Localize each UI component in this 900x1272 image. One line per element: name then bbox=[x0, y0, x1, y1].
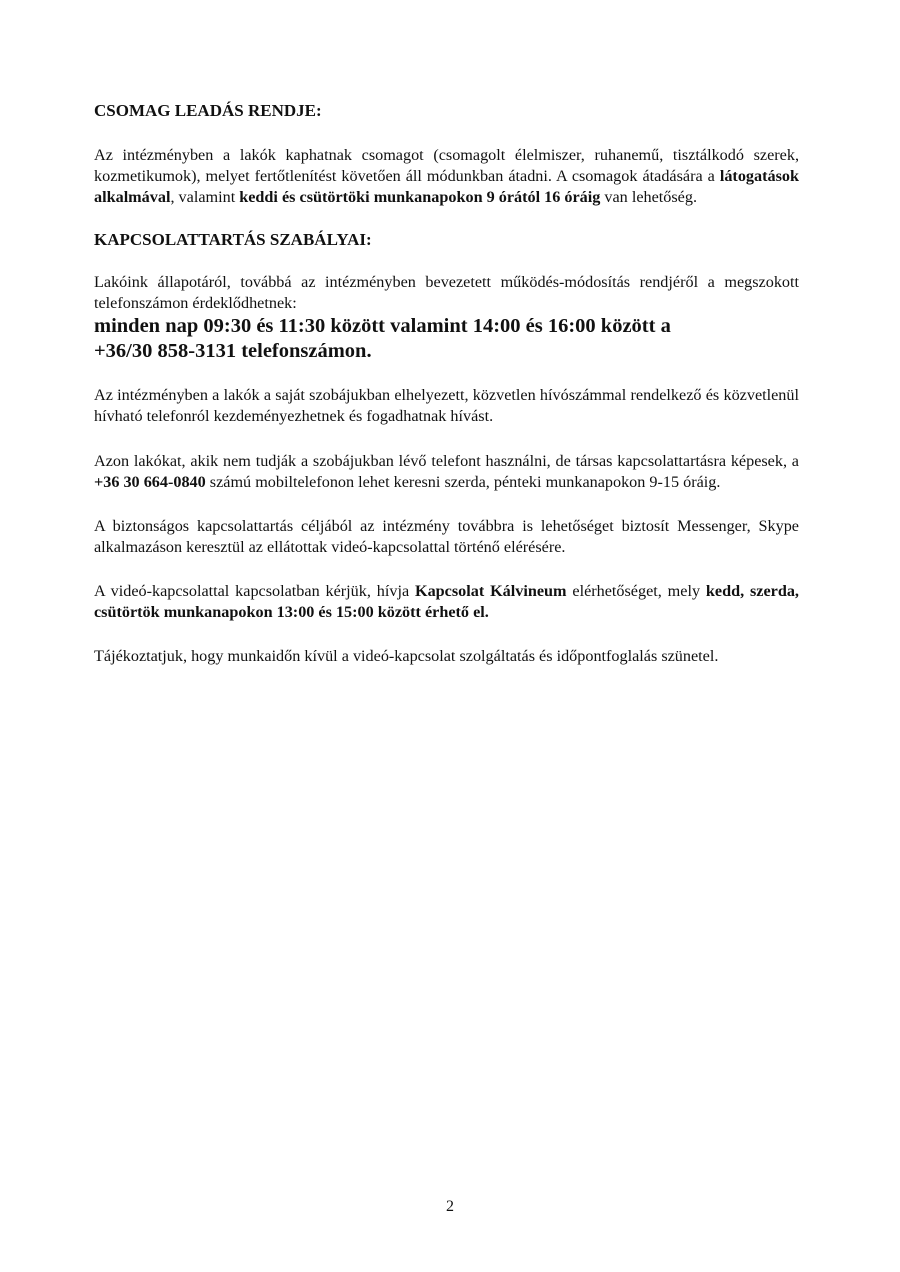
phone-hours-emphasis bbox=[94, 314, 799, 364]
video-contact-paragraph: A biztonságos kapcsolattartás céljából az intézmény továbbra is lehetőséget biztosít Messenger, Skype alkalmazáson keresztül az ellátottak videó-kapcsolattal történő elérésére. bbox=[94, 517, 799, 556]
section-heading-contact: KAPCSOLATTARTÁS SZABÁLYAI: bbox=[94, 230, 372, 249]
contact-name: Kapcsolat Kálvineum bbox=[414, 582, 567, 600]
phone-hours-line-2: +36/30 858-3131 telefonszámon. bbox=[94, 340, 372, 362]
package-text-3: van lehetőség. bbox=[600, 188, 698, 206]
page-number: 2 bbox=[446, 1198, 454, 1215]
mobile-text-2: számú mobiltelefonon lehet keresni szerda, pénteki munkanapokon 9-15 óráig. bbox=[205, 473, 721, 491]
package-bold-visits: látogatások alkalmával bbox=[94, 167, 799, 206]
contact-hours: kedd, szerda, csütörtök munkanapokon 13:00 és 15:00 között érhető el. bbox=[94, 582, 799, 621]
mobile-phone-paragraph bbox=[94, 451, 799, 493]
room-phone-paragraph: Az intézményben a lakók a saját szobájukban elhelyezett, közvetlen hívószámmal rendelkező és közvetlenül hívható telefonról kezdeményezhetnek és fogadhatnak hívást. bbox=[94, 386, 799, 425]
contact-text-2: elérhetőséget, mely bbox=[566, 582, 706, 600]
package-rules-paragraph bbox=[94, 145, 799, 208]
section-heading-package: CSOMAG LEADÁS RENDJE: bbox=[94, 101, 322, 120]
contact-intro-paragraph: Lakóink állapotáról, továbbá az intézményben bevezetett működés-módosítás rendjéről a megszokott telefonszámon érdeklődhetnek: bbox=[94, 273, 799, 312]
video-booking-paragraph bbox=[94, 581, 799, 623]
package-text-2: , valamint bbox=[170, 188, 240, 206]
out-of-hours-notice: Tájékoztatjuk, hogy munkaidőn kívül a videó-kapcsolat szolgáltatás és időpontfoglalás szünetel. bbox=[94, 647, 719, 665]
contact-text-1: A videó-kapcsolattal kapcsolatban kérjük, hívja bbox=[94, 582, 415, 600]
package-bold-days: keddi és csütörtöki munkanapokon 9 órától 16 óráig bbox=[239, 188, 601, 206]
mobile-text-1: Azon lakókat, akik nem tudják a szobájukban lévő telefont használni, de társas kapcsolattartásra képesek, a bbox=[94, 452, 799, 470]
mobile-number: +36 30 664-0840 bbox=[94, 473, 206, 491]
package-text-1: Az intézményben a lakók kaphatnak csomagot (csomagolt élelmiszer, ruhanemű, tisztálkodó szerek, kozmetikumok), melyet fertőtlenítést követően áll módunkban átadni. A csomagok átadására a bbox=[94, 146, 799, 185]
phone-hours-line-1: minden nap 09:30 és 11:30 között valamint 14:00 és 16:00 között a bbox=[94, 315, 671, 337]
